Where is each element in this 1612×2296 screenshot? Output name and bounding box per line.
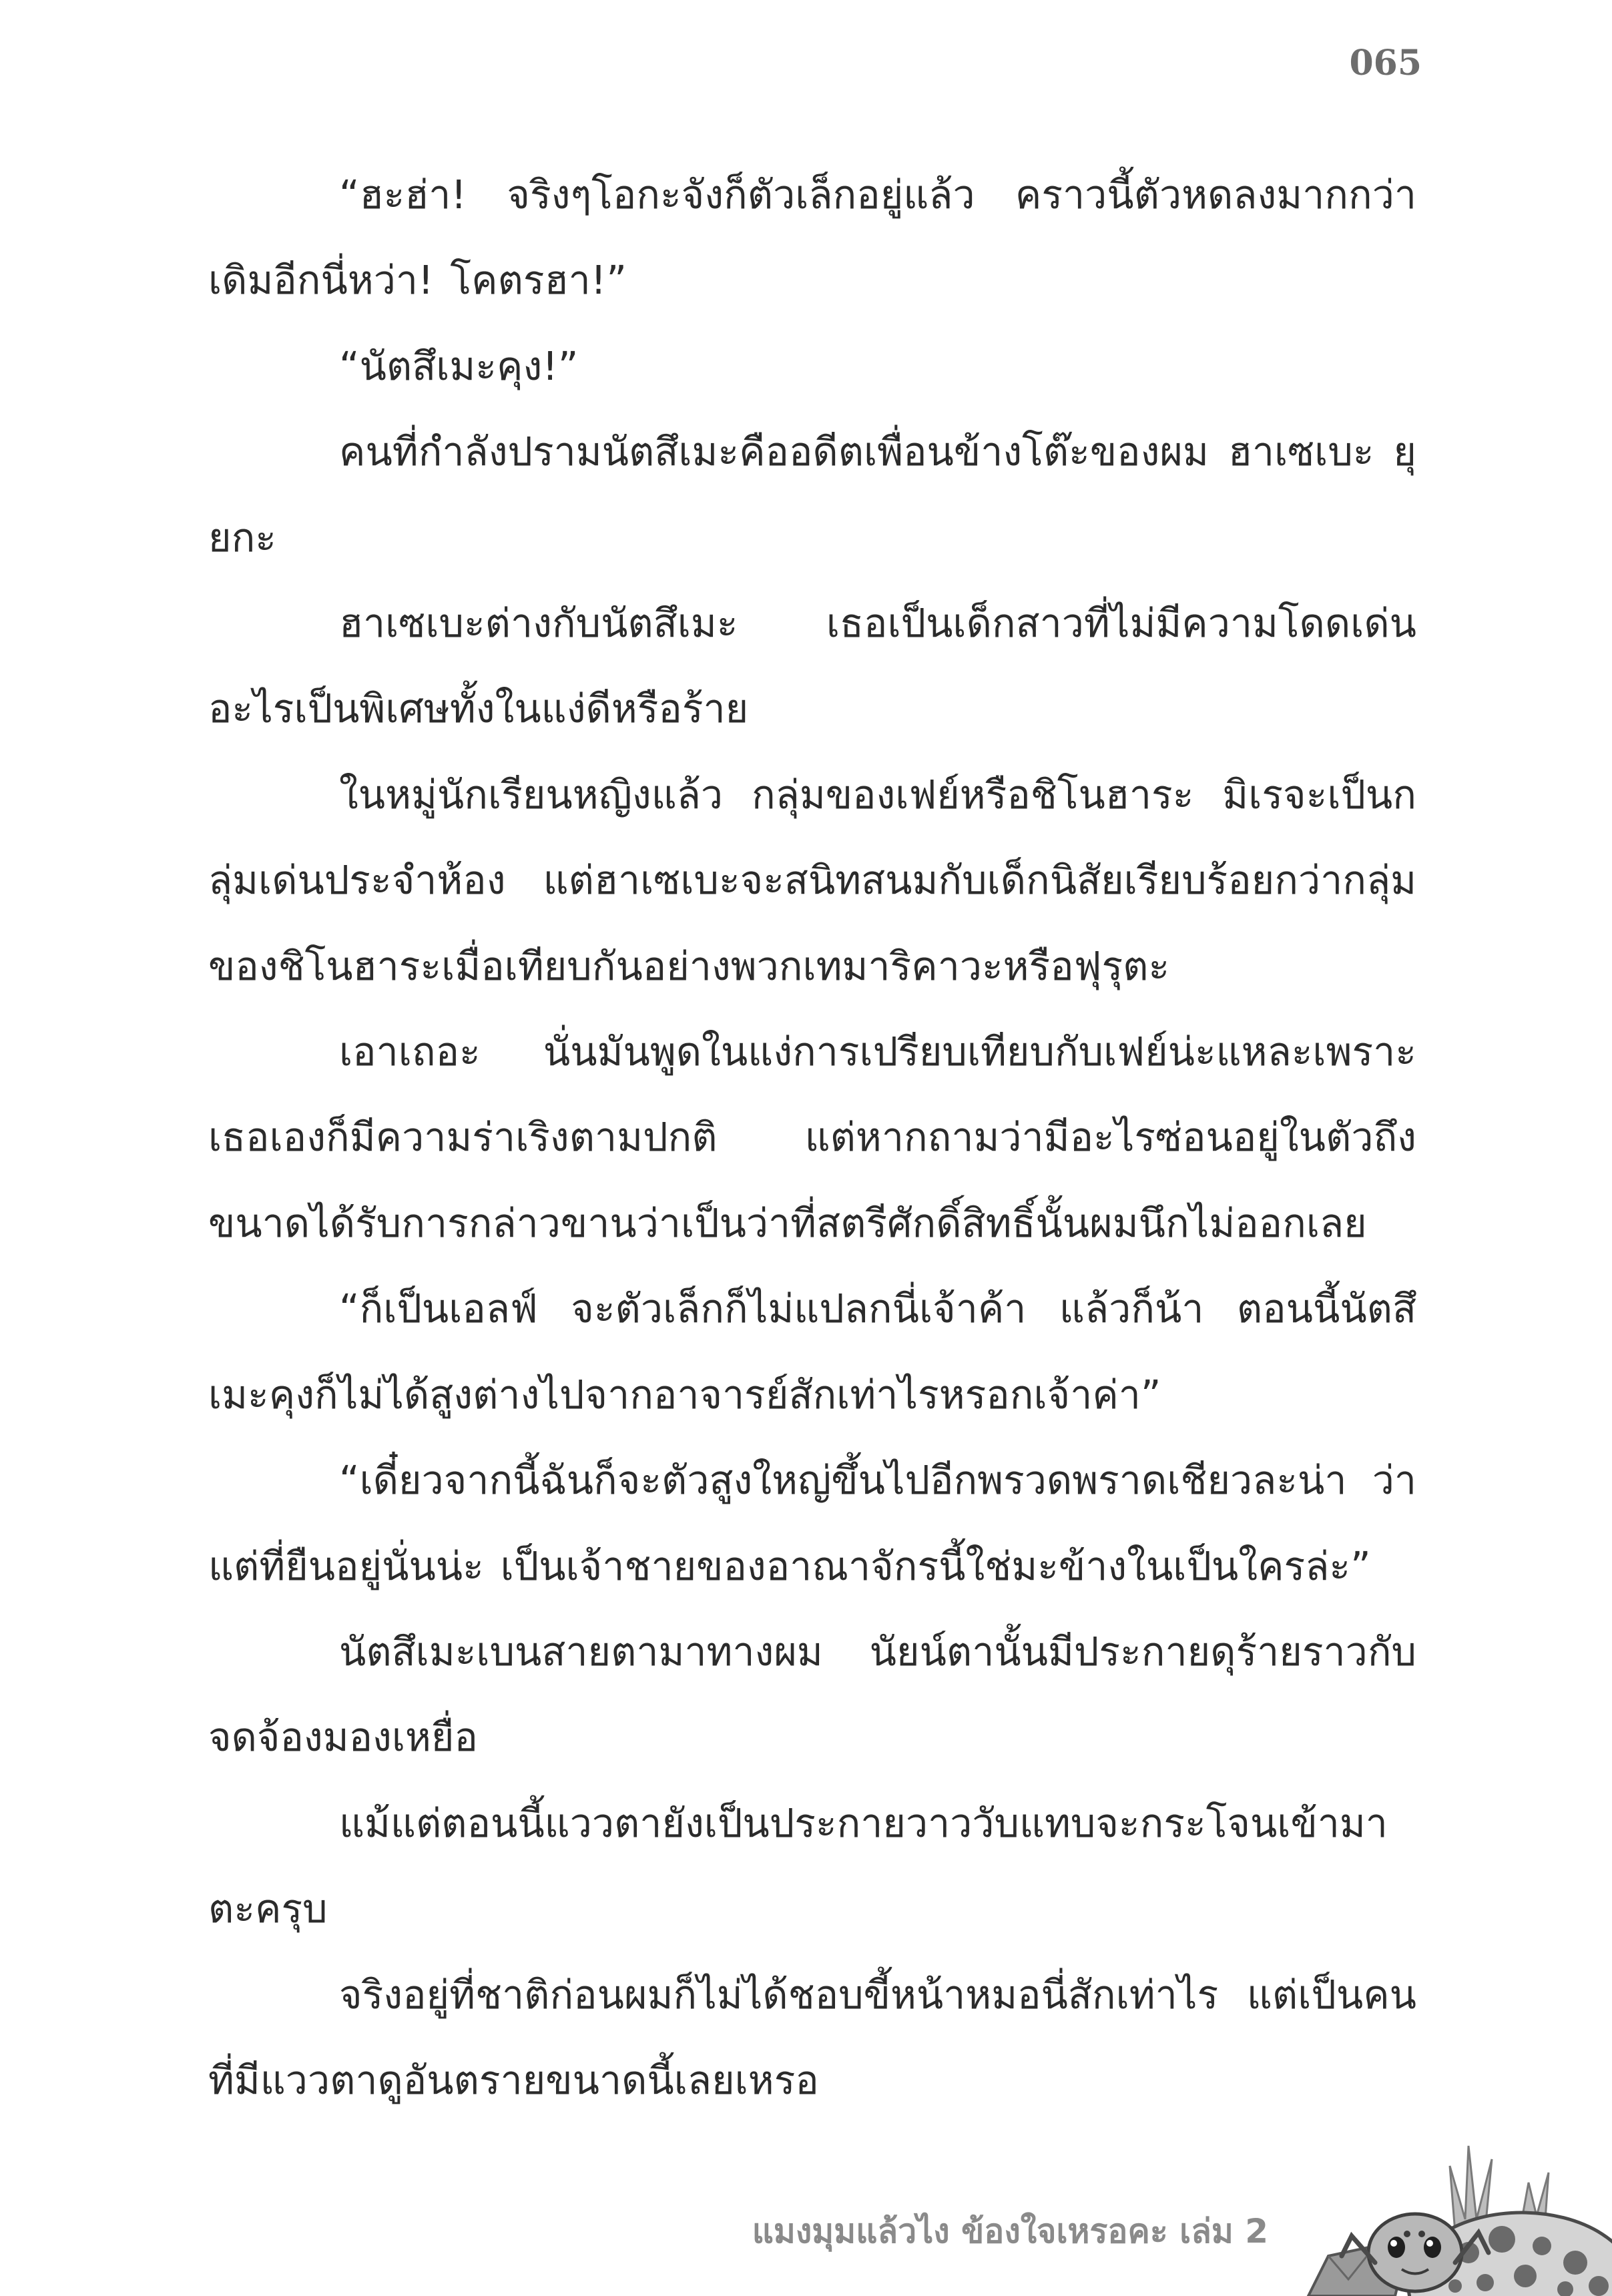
paragraph: “นัตสึเมะคุง!” (339, 342, 579, 389)
footer-book-title: แมงมุมแล้วไง ข้องใจเหรอคะ เล่ม 2 (752, 2212, 1268, 2251)
paragraph: แม้แต่ตอนนี้แววตายังเป็นประกายวาววับแทบจะกระโจนเข้ามาตะครุบ (208, 1799, 1388, 1932)
page-number: 065 (1349, 43, 1422, 83)
paragraph: ในหมู่นักเรียนหญิงแล้ว กลุ่มของเฟย์หรือชิโนฮาระ มิเรจะเป็นกลุ่มเด่นประจำห้อง แต่ฮาเซเบะจะสนิทสนมกับเด็กนิสัยเรียบร้อยกว่ากลุ่มของชิโนฮาระเมื่อเทียบกันอย่างพวกเทมาริคาวะหรือฟุรุตะ (208, 771, 1416, 989)
paragraph: “ก็เป็นเอลฟ์ จะตัวเล็กก็ไม่แปลกนี่เจ้าค้า แล้วก็น้า ตอนนี้นัตสึเมะคุงก็ไม่ได้สูงต่างไปจากอาจารย์สักเท่าไรหรอกเจ้าค่า” (208, 1285, 1416, 1418)
paragraph: เอาเถอะ นั่นมันพูดในแง่การเปรียบเทียบกับเฟย์น่ะแหละเพราะเธอเองก็มีความร่าเริงตามปกติ แต่หากถามว่ามีอะไรซ่อนอยู่ในตัวถึงขนาดได้รับการกล่าวขานว่าเป็นว่าที่สตรีศักดิ์สิทธิ์นั้นผมนึกไม่ออกเลย (208, 1029, 1416, 1246)
paragraph: “ฮะฮ่า! จริงๆโอกะจังก็ตัวเล็กอยู่แล้ว คราวนี้ตัวหดลงมากกว่าเดิมอีกนี่หว่า! โคตรฮา!” (208, 172, 1416, 304)
body-text (208, 152, 1416, 2123)
paragraph: นัตสึเมะเบนสายตามาทางผม นัยน์ตานั้นมีประกายดุร้ายราวกับจดจ้องมองเหยื่อ (208, 1628, 1416, 1761)
paragraph: คนที่กำลังปรามนัตสึเมะคืออดีตเพื่อนข้างโต๊ะของผม ฮาเซเบะ ยุยกะ (208, 428, 1416, 561)
paragraph: จริงอยู่ที่ชาติก่อนผมก็ไม่ได้ชอบขี้หน้าหมอนี่สักเท่าไร แต่เป็นคนที่มีแววตาดูอันตรายขนาดนี้เลยเหรอ (208, 1971, 1416, 2103)
paragraph: ฮาเซเบะต่างกับนัตสึเมะ เธอเป็นเด็กสาวที่ไม่มีความโดดเด่นอะไรเป็นพิเศษทั้งในแง่ดีหรือร้าย (208, 600, 1416, 732)
spider-mascot-illustration (1302, 2119, 1612, 2296)
paragraph: “เดี๋ยวจากนี้ฉันก็จะตัวสูงใหญ่ขึ้นไปอีกพรวดพราดเชียวละน่า ว่าแต่ที่ยืนอยู่นั่นน่ะ เป็นเจ้าชายของอาณาจักรนี้ใช่มะข้างในเป็นใครล่ะ” (208, 1457, 1416, 1589)
